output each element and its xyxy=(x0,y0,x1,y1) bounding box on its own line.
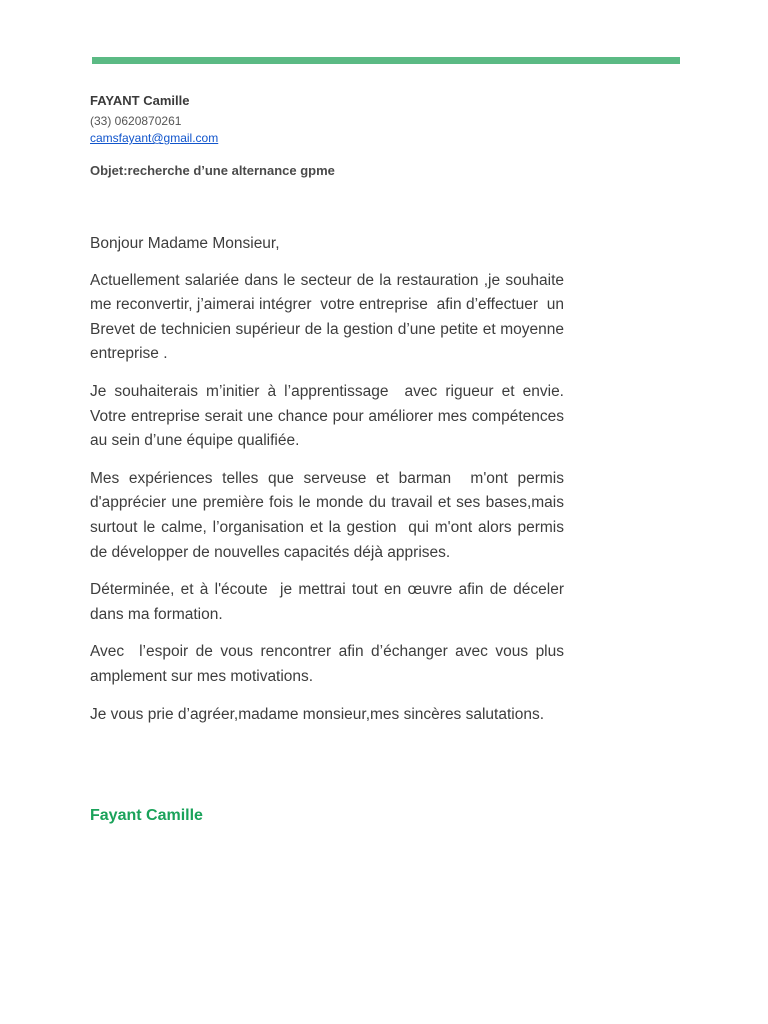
letter-paragraph: Actuellement salariée dans le secteur de la restauration ,je souhaite me reconvertir, j’aimerai intégrer votre entreprise afin d’effectuer un Brevet de technicien supérieur de la gestion d’une petite et moyenne entreprise . xyxy=(90,271,569,363)
sender-email-link[interactable]: camsfayant@gmail.com xyxy=(90,131,219,145)
letter-paragraph: Avec l’espoir de vous rencontrer afin d’échanger avec vous plus amplement sur mes motivations. xyxy=(90,643,569,685)
sender-name: FAYANT Camille xyxy=(90,93,190,108)
letter-greeting: Bonjour Madame Monsieur, xyxy=(90,235,280,252)
letter-subject: Objet:recherche d’une alternance gpme xyxy=(90,163,335,178)
header-accent-rule xyxy=(92,57,680,64)
signature-name: Fayant Camille xyxy=(90,807,203,824)
letter-body xyxy=(90,232,577,740)
letter-paragraph: Je vous prie d’agréer,madame monsieur,mes sincères salutations. xyxy=(90,705,545,723)
letter-paragraph: Je souhaiterais m’initier à l’apprentissage avec rigueur et envie. Votre entreprise serait une chance pour améliorer mes compétences au sein d’une équipe qualifiée. xyxy=(90,382,577,450)
letter-paragraph: Mes expériences telles que serveuse et barman m'ont permis d'apprécier une première fois le monde du travail et ses bases,mais surtout le calme, l’organisation et la gestion qui m'ont alors permis de développer de nouvelles capacités déjà apprises. xyxy=(90,469,569,561)
sender-phone: (33) 0620870261 xyxy=(90,114,182,128)
letter-paragraph: Déterminée, et à l'écoute je mettrai tout en œuvre afin de déceler dans ma formation. xyxy=(90,581,569,623)
